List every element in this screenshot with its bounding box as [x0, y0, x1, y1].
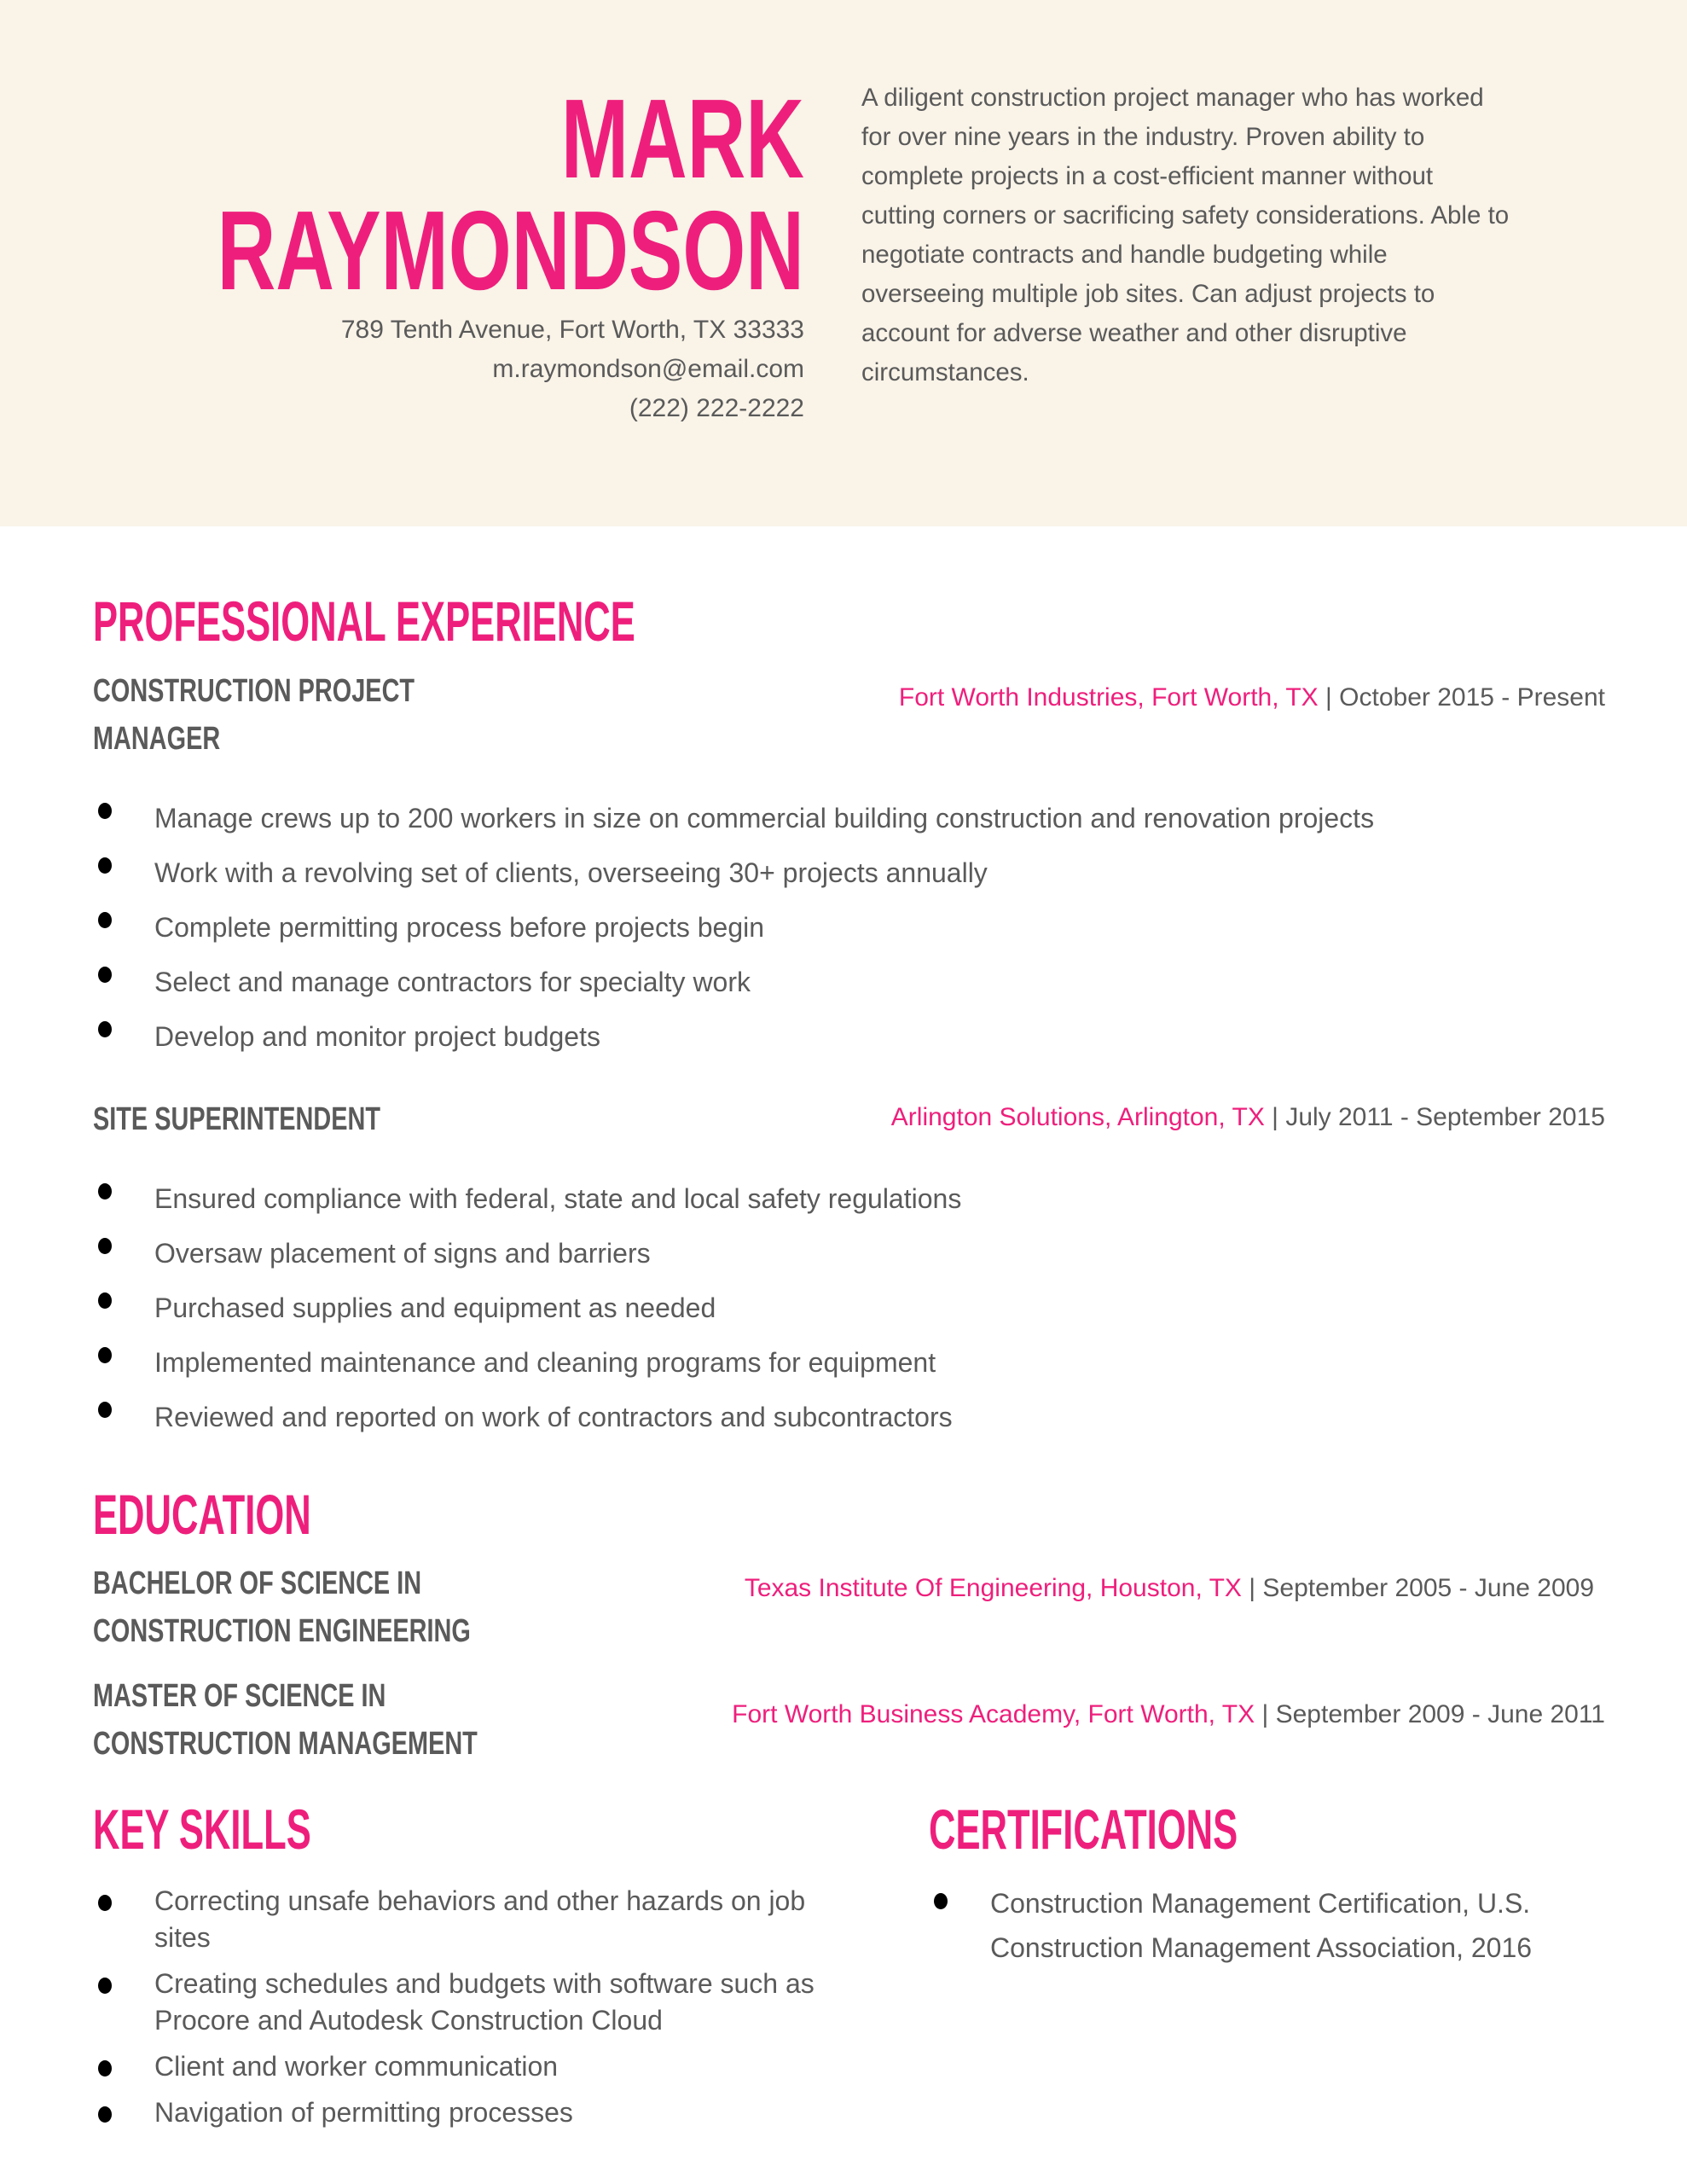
certifications-list	[929, 1881, 1560, 1979]
list-item	[93, 1171, 961, 1226]
list-item	[93, 1226, 961, 1281]
bullet-icon	[98, 1402, 112, 1418]
job-bullets	[93, 1171, 961, 1444]
bullet-icon	[98, 2106, 112, 2123]
separator: |	[1264, 1103, 1286, 1131]
bullet-icon	[98, 1978, 112, 1994]
section-heading-certifications: CERTIFICATIONS	[929, 1798, 1238, 1861]
phone: (222) 222-2222	[629, 394, 804, 422]
list-item-text: Select and manage contractors for specialty work	[154, 967, 751, 997]
resume-header	[0, 0, 1687, 526]
degree-meta	[745, 1571, 1594, 1606]
school: Fort Worth Business Academy, Fort Worth, TX	[732, 1700, 1255, 1728]
list-item	[93, 1390, 961, 1444]
list-item-text: Develop and monitor project budgets	[154, 1021, 600, 1052]
list-item	[93, 1009, 1374, 1064]
bullet-icon	[98, 912, 112, 928]
separator: |	[1255, 1700, 1276, 1728]
bullet-icon	[98, 1183, 112, 1199]
list-item-text: Oversaw placement of signs and barriers	[154, 1238, 651, 1269]
degree-meta	[732, 1698, 1605, 1732]
section-heading-skills: KEY SKILLS	[93, 1798, 311, 1861]
list-item-text: Complete permitting process before projects begin	[154, 912, 765, 943]
job-bullets	[93, 791, 1374, 1064]
separator: |	[1318, 683, 1340, 712]
bullet-icon	[98, 1238, 112, 1254]
list-item	[93, 900, 1374, 955]
list-item-text: Purchased supplies and equipment as needed	[154, 1292, 716, 1323]
list-item-text: Client and worker communication	[154, 2051, 559, 2082]
bullet-icon	[98, 2060, 112, 2077]
degree-dates: September 2009 - June 2011	[1275, 1700, 1605, 1728]
email: m.raymondson@email.com	[492, 355, 804, 383]
list-item	[93, 1281, 961, 1335]
list-item	[93, 955, 1374, 1009]
section-heading-education: EDUCATION	[93, 1483, 311, 1546]
list-item-text: Manage crews up to 200 workers in size on commercial building construction and renovation projects	[154, 803, 1375, 834]
list-item	[93, 2048, 844, 2085]
section-heading-experience: PROFESSIONAL EXPERIENCE	[93, 590, 635, 653]
job-meta	[899, 681, 1605, 715]
list-item-text: Navigation of permitting processes	[154, 2097, 573, 2128]
list-item	[93, 2094, 844, 2131]
list-item	[929, 1881, 1560, 1970]
job-title: CONSTRUCTION PROJECT MANAGER	[93, 673, 415, 757]
bullet-icon	[98, 1895, 112, 1911]
school: Texas Institute Of Engineering, Houston, TX	[744, 1574, 1242, 1602]
first-name: MARK	[560, 76, 804, 201]
bullet-icon	[98, 967, 112, 983]
summary: A diligent construction project manager who has worked for over nine years in the industry. Proven ability to complete projects in a cost-efficient manner without cutting corners or sacrificing safety considerations. Able to negotiate contracts and handle budgeting while overseeing multiple job sites. Can adjust projects to account for adverse weather and other disruptive circumstances.	[861, 84, 1510, 386]
list-item	[93, 791, 1374, 845]
list-item-text: Correcting unsafe behaviors and other hazards on job sites	[154, 1885, 806, 1953]
list-item	[93, 1335, 961, 1390]
list-item-text: Ensured compliance with federal, state and local safety regulations	[154, 1183, 962, 1214]
bullet-icon	[98, 857, 112, 874]
list-item	[93, 1883, 844, 1956]
list-item-text: Implemented maintenance and cleaning programs for equipment	[154, 1347, 936, 1378]
list-item	[93, 845, 1374, 900]
bullet-icon	[98, 1021, 112, 1037]
list-item-text: Creating schedules and budgets with software such as Procore and Autodesk Construction Cloud	[154, 1968, 815, 2036]
separator: |	[1241, 1574, 1263, 1602]
bullet-icon	[98, 1347, 112, 1363]
degree-title: BACHELOR OF SCIENCE IN CONSTRUCTION ENGINEERING	[93, 1565, 471, 1649]
bullet-icon	[98, 1292, 112, 1309]
bullet-icon	[934, 1893, 948, 1909]
job-meta	[891, 1101, 1605, 1135]
last-name: RAYMONDSON	[217, 188, 804, 313]
job-dates: October 2015 - Present	[1339, 683, 1605, 712]
bullet-icon	[98, 803, 112, 819]
job-title: SITE SUPERINTENDENT	[93, 1101, 380, 1137]
job-organization: Fort Worth Industries, Fort Worth, TX	[898, 683, 1319, 712]
list-item-text: Work with a revolving set of clients, overseeing 30+ projects annually	[154, 857, 988, 888]
list-item	[93, 1966, 844, 2039]
degree-title: MASTER OF SCIENCE IN CONSTRUCTION MANAGEMENT	[93, 1678, 478, 1762]
address: 789 Tenth Avenue, Fort Worth, TX 33333	[340, 316, 804, 344]
list-item-text: Reviewed and reported on work of contractors and subcontractors	[154, 1402, 953, 1432]
skills-list	[93, 1883, 844, 2140]
degree-dates: September 2005 - June 2009	[1262, 1574, 1594, 1602]
job-dates: July 2011 - September 2015	[1285, 1103, 1605, 1131]
job-organization: Arlington Solutions, Arlington, TX	[890, 1103, 1265, 1131]
list-item-text: Construction Management Certification, U.S. Construction Management Association, 2016	[990, 1888, 1533, 1963]
